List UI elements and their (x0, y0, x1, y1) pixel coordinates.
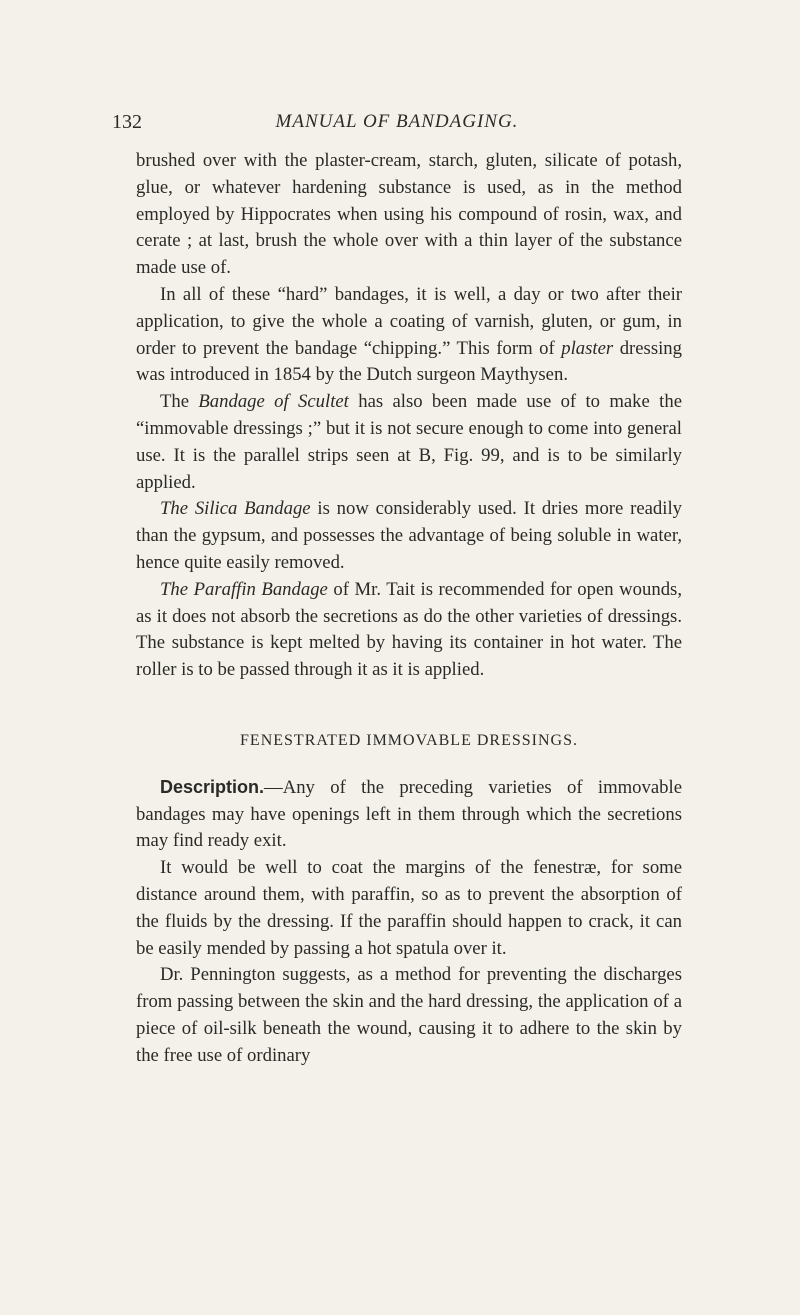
description-label: Description. (160, 776, 265, 797)
paragraph-continued: brushed over with the plaster-cream, starch, gluten, silicate of potash, glue, or whatever hardening substance is used, as in the method employed by Hippocrates when using his compound of rosin, wax, and cerate ; at last, brush the whole over with a thin layer of the substance made use of. (136, 150, 682, 279)
paragraph-scultet: The Bandage of Scultet has also been made use of to make the “immovable dressings ;” but it is not secure enough to come into general use. It is the parallel strips seen at B, Fig. 99, and is to be similarly applied. (136, 391, 682, 493)
paragraph-hard-bandages: In all of these “hard” bandages, it is well, a day or two after their application, to give the whole a coating of varnish, gluten, or gum, in order to prevent the bandage “chipping.” This form of plaster dressing was introduced in 1854 by the Dutch surgeon Maythysen. (136, 283, 682, 386)
page-header (112, 111, 682, 137)
paragraph-pennington: Dr. Pennington suggests, as a method for preventing the discharges from passing between the skin and the hard dressing, the application of a piece of oil-silk beneath the wound, causing it to adhere to the skin by the free use of ordinary (136, 964, 682, 1066)
paragraph-description: Description.—Any of the preceding varieties of immovable bandages may have openings left in them through which the secretions may find ready exit. (136, 776, 682, 852)
page-body (136, 148, 682, 1070)
paragraph-fenestrae: It would be well to coat the margins of the fenestræ, for some distance around them, with paraffin, so as to prevent the absorption of the fluids by the dressing. If the paraffin should happen to crack, it can be easily mended by passing a hot spatula over it. (136, 857, 682, 959)
section-heading: FENESTRATED IMMOVABLE DRESSINGS. (240, 731, 578, 749)
page-number: 132 (112, 111, 142, 133)
paragraph-silica: The Silica Bandage is now considerably used. It dries more readily than the gypsum, and possesses the advantage of being soluble in water, hence quite easily removed. (136, 498, 682, 573)
paragraph-paraffin: The Paraffin Bandage of Mr. Tait is recommended for open wounds, as it does not absorb the secretions as do the other varieties of dressings. The substance is kept melted by having its container in hot water. The roller is to be passed through it as it is applied. (136, 578, 682, 681)
running-title: MANUAL OF BANDAGING. (275, 111, 519, 132)
